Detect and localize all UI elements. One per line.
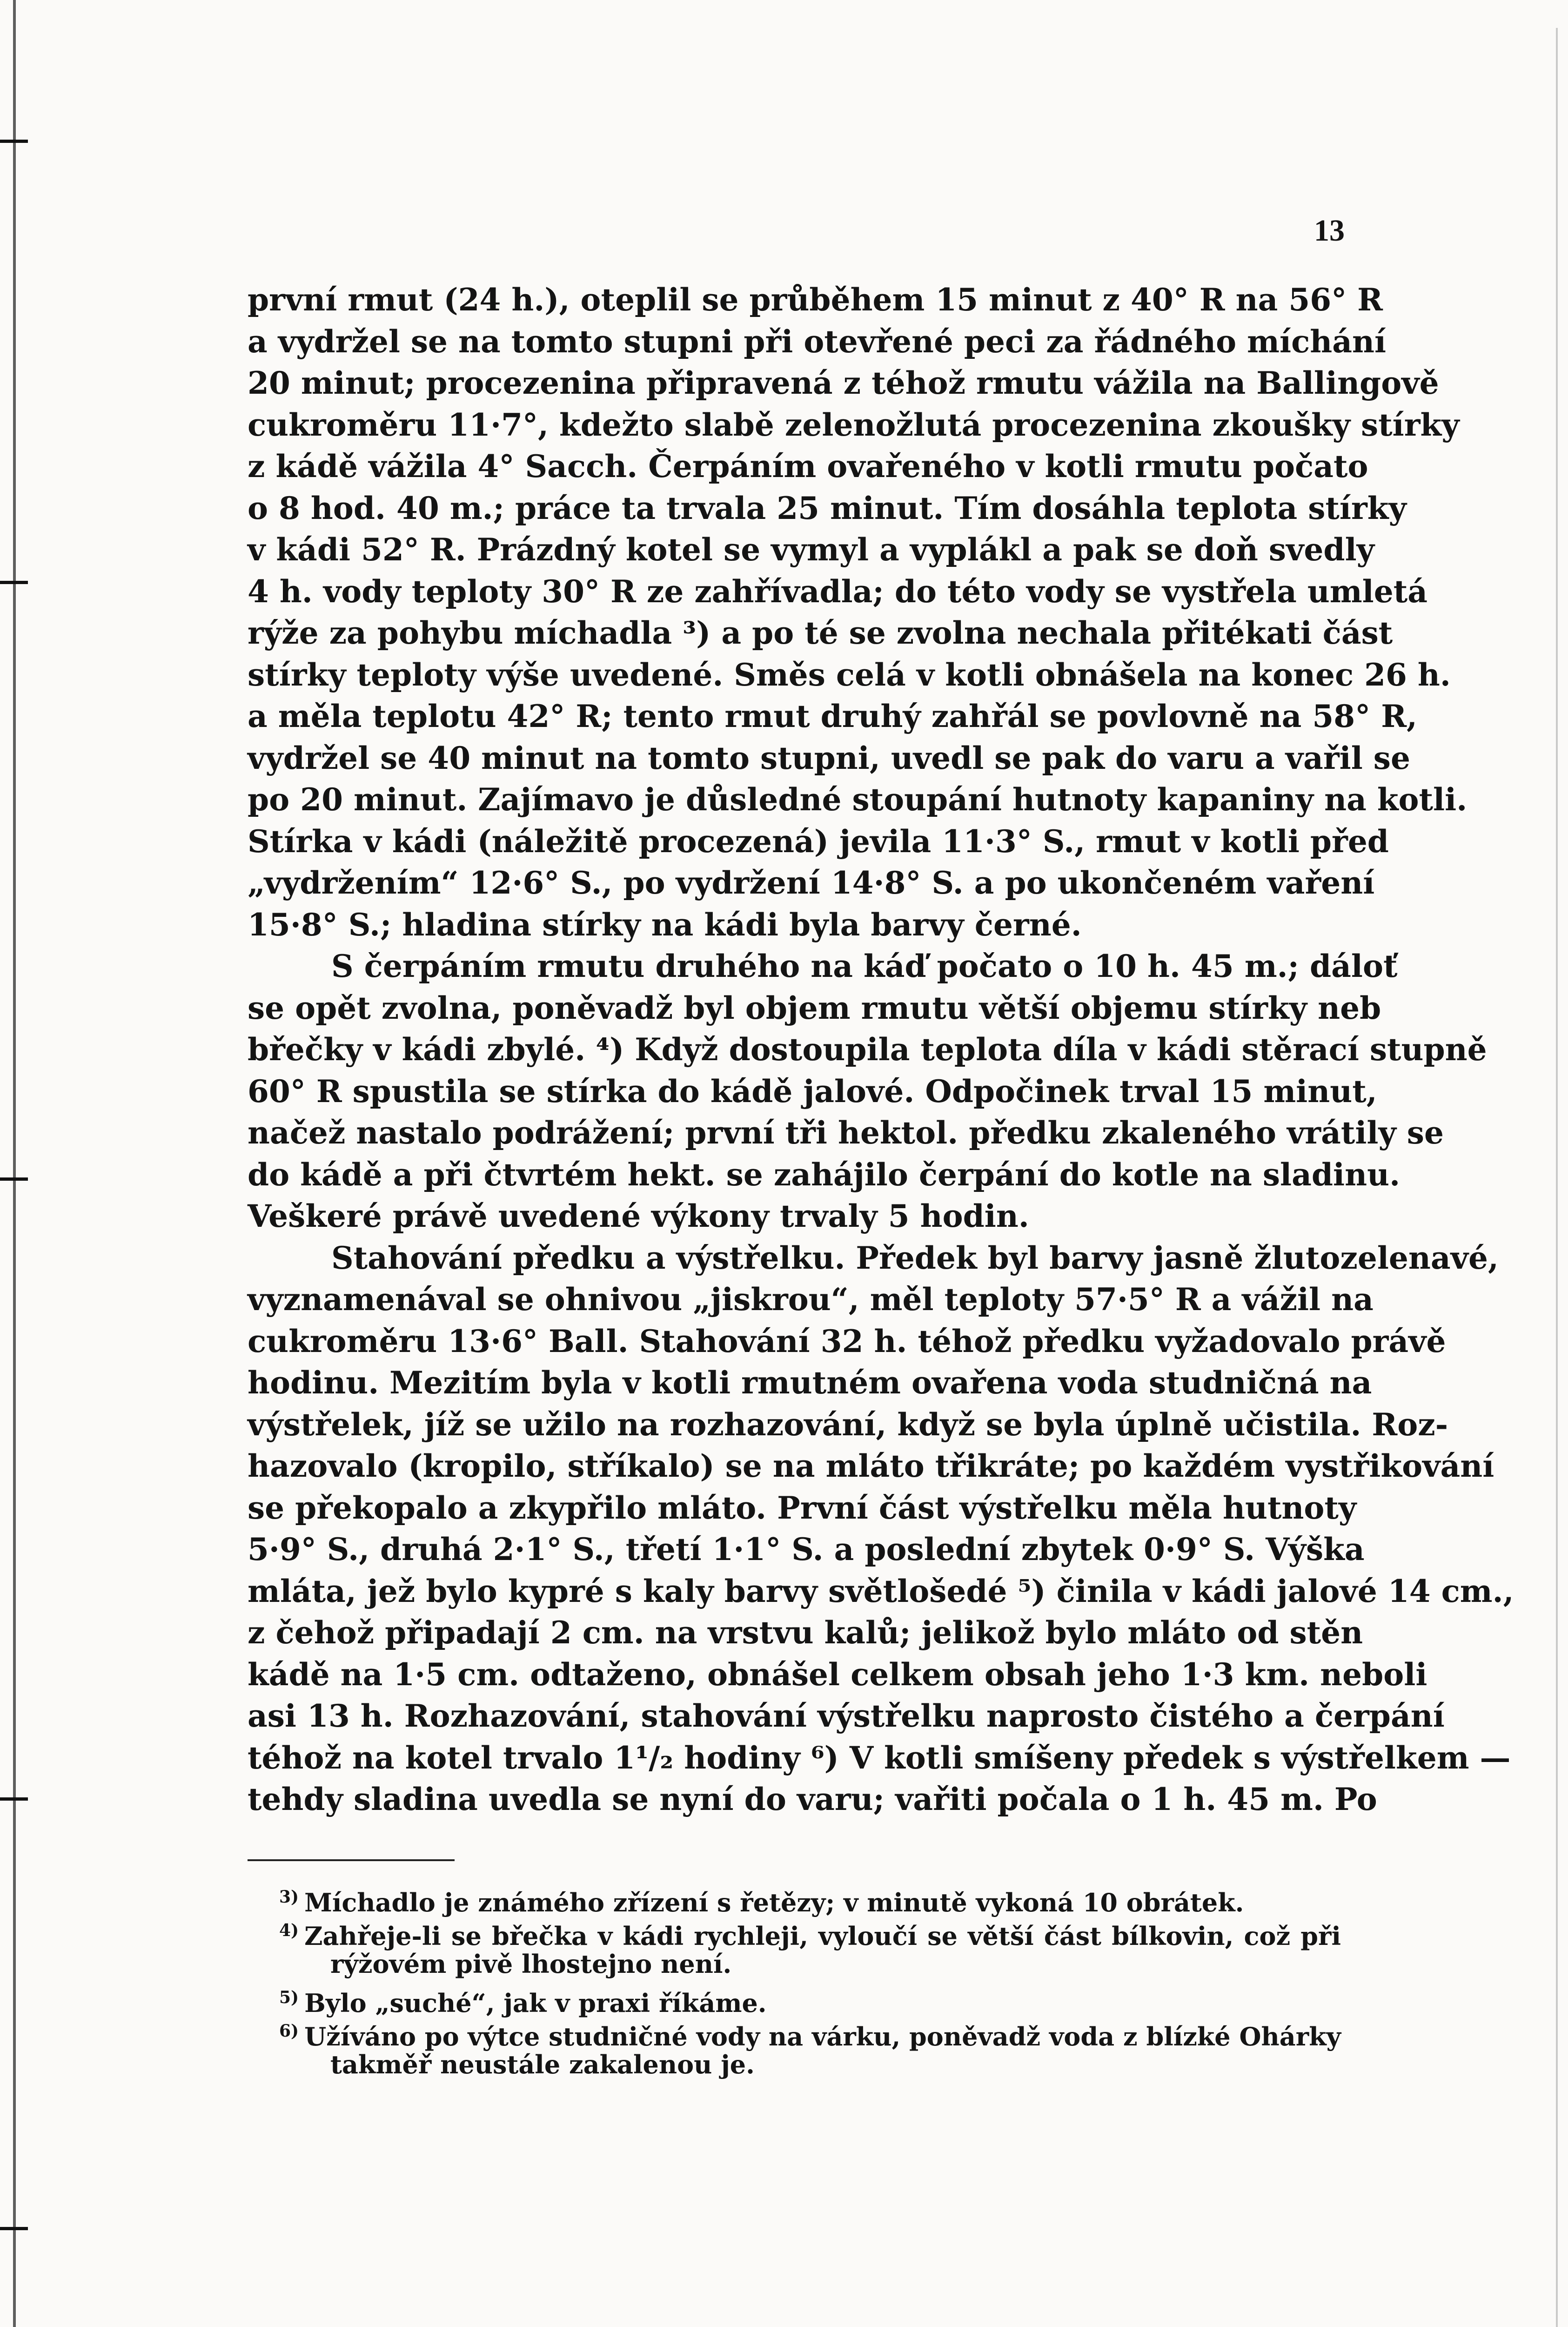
text-line: stírky teploty výše uvedené. Směs celá v kotli obnášela na konec 26 h.: [248, 656, 1451, 693]
text-line: hodinu. Mezitím byla v kotli rmutném ovařena voda studničná na: [248, 1365, 1372, 1401]
text-line: tehdy sladina uvedla se nyní do varu; vařiti počala o 1 h. 45 m. Po: [248, 1781, 1377, 1817]
text-line: 5·9° S., druhá 2·1° S., třetí 1·1° S. a poslední zbytek 0·9° S. Výška: [248, 1531, 1365, 1567]
text-line: Stahování předku a výstřelku. Předek byl barvy jasně žlutozelenavé,: [331, 1239, 1499, 1276]
text-line: a vydržel se na tomto stupni při otevřené peci za řádného míchání: [248, 323, 1387, 360]
text-line: Stírka v kádi (náležitě procezená) jevila 11·3° S., rmut v kotli před: [248, 823, 1389, 860]
text-line: 4 h. vody teploty 30° R ze zahřívadla; do této vody se vystřela umletá: [248, 573, 1427, 610]
text-line: výstřelek, jíž se užilo na rozhazování, když se byla úplně učistila. Roz-: [248, 1406, 1448, 1443]
text-line: kádě na 1·5 cm. odtaženo, obnášel celkem obsah jeho 1·3 km. neboli: [248, 1656, 1427, 1693]
footnote-mark: 3): [279, 1887, 299, 1907]
footnote-6: [279, 2014, 1341, 2051]
footnote-4: [279, 1914, 1341, 1951]
footnote-mark: 4): [279, 1921, 299, 1940]
text-line: se překopalo a zkypřilo mláto. První část výstřelku měla hutnoty: [248, 1489, 1357, 1526]
text-line: v kádi 52° R. Prázdný kotel se vymyl a vyplákl a pak se doň svedly: [248, 531, 1374, 568]
text-line: vyznamenával se ohnivou „jiskrou“, měl teploty 57·5° R a vážil na: [248, 1281, 1374, 1318]
edge-tick: [0, 1177, 28, 1181]
page-number: 13: [1314, 214, 1345, 248]
footnote-text: Bylo „suché“, jak v praxi říkáme.: [304, 1988, 767, 2018]
text-line: mláta, jež bylo kypré s kaly barvy světlošedé ⁵) činila v kádi jalové 14 cm.,: [248, 1573, 1514, 1609]
footnote-5: [279, 1981, 1341, 2018]
footnote-3: [279, 1880, 1341, 1917]
text-line: téhož na kotel trvalo 1¹/₂ hodiny ⁶) V kotli smíšeny předek s výstřelkem —: [248, 1739, 1511, 1776]
page-edge-left: [13, 0, 16, 2327]
text-line: a měla teplotu 42° R; tento rmut druhý zahřál se povlovně na 58° R,: [248, 698, 1418, 734]
text-line: břečky v kádi zbylé. ⁴) Když dostoupila teplota díla v kádi stěrací stupně: [248, 1031, 1487, 1068]
footnote-text: Míchadlo je známého zřízení s řetězy; v minutě vykoná 10 obrátek.: [304, 1888, 1244, 1917]
edge-tick: [0, 140, 28, 143]
footnote-text: Zahřeje-li se břečka v kádi rychleji, vyloučí se větší část bílkovin, což při: [304, 1921, 1341, 1951]
text-line: 15·8° S.; hladina stírky na kádi byla barvy černé.: [248, 906, 1082, 943]
footnotes: [279, 1880, 1341, 2081]
text-line: z čehož připadají 2 cm. na vrstvu kalů; jelikož bylo mláto od stěn: [248, 1614, 1363, 1651]
footnote-mark: 6): [279, 2021, 299, 2041]
text-line: „vydržením“ 12·6° S., po vydržení 14·8° S. a po ukončeném vaření: [248, 865, 1375, 901]
edge-tick: [0, 581, 28, 584]
text-line: první rmut (24 h.), oteplil se průběhem 15 minut z 40° R na 56° R: [248, 282, 1383, 318]
footnote-text: Užíváno po výtce studničné vody na várku, poněvadž voda z blízké Ohárky: [304, 2022, 1341, 2051]
text-line: S čerpáním rmutu druhého na káď počato o 10 h. 45 m.; dáloť: [331, 948, 1398, 984]
text-line: po 20 minut. Zajímavo je důsledné stoupání hutnoty kapaniny na kotli.: [248, 781, 1467, 818]
text-line: rýže za pohybu míchadla ³) a po té se zvolna nechala přitékati část: [248, 615, 1393, 651]
footnote-4-cont: rýžovém pivě lhostejno není.: [330, 1949, 732, 1979]
text-line: z kádě vážila 4° Sacch. Čerpáním ovařeného v kotli rmutu počato: [248, 448, 1368, 484]
text-line: vydržel se 40 minut na tomto stupni, uvedl se pak do varu a vařil se: [248, 740, 1410, 776]
page-edge-right: [1556, 28, 1558, 2327]
text-line: do kádě a při čtvrtém hekt. se zahájilo čerpání do kotle na sladinu.: [248, 1156, 1400, 1193]
body-text: [248, 279, 1514, 1821]
text-line: o 8 hod. 40 m.; práce ta trvala 25 minut. Tím dosáhla teplota stírky: [248, 490, 1407, 526]
text-line: se opět zvolna, poněvadž byl objem rmutu větší objemu stírky neb: [248, 989, 1381, 1026]
footnote-mark: 5): [279, 1988, 299, 2007]
text-line: 20 minut; procezenina připravená z téhož rmutu vážila na Ballingově: [248, 365, 1439, 401]
text-line: 60° R spustila se stírka do kádě jalové. Odpočinek trval 15 minut,: [248, 1073, 1377, 1110]
footnote-divider: [248, 1859, 455, 1861]
edge-tick: [0, 2227, 28, 2230]
text-line: cukroměru 11·7°, kdežto slabě zelenožlutá procezenina zkoušky stírky: [248, 406, 1460, 443]
text-line: načež nastalo podrážení; první tři hektol. předku zkaleného vrátily se: [248, 1115, 1444, 1151]
text-line: Veškeré právě uvedené výkony trvaly 5 hodin.: [248, 1198, 1029, 1234]
footnote-6-cont: takměř neustále zakalenou je.: [330, 2050, 755, 2079]
edge-tick: [0, 1797, 28, 1801]
text-line: hazovalo (kropilo, stříkalo) se na mláto třikráte; po každém vystřikování: [248, 1448, 1494, 1484]
text-line: asi 13 h. Rozhazování, stahování výstřelku naprosto čistého a čerpání: [248, 1698, 1445, 1734]
text-line: cukroměru 13·6° Ball. Stahování 32 h. téhož předku vyžadovalo právě: [248, 1323, 1446, 1359]
